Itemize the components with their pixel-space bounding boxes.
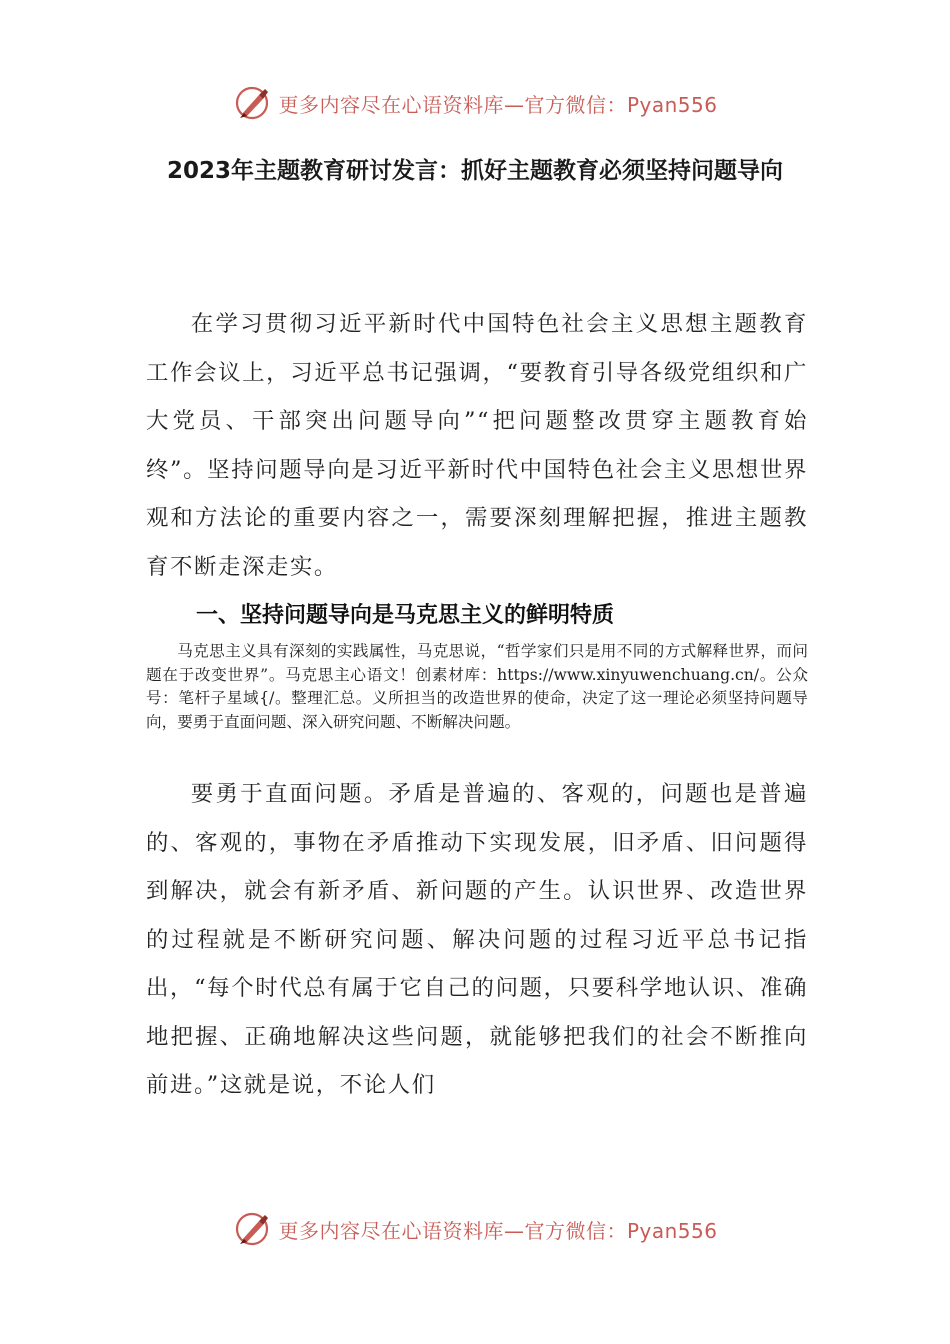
section-heading: 一、坚持问题导向是马克思主义的鲜明特质: [196, 603, 615, 628]
pen-nib-logo-icon: [232, 83, 272, 123]
pen-nib-logo-icon: [232, 1209, 272, 1249]
document-title: 2023年主题教育研讨发言：抓好主题教育必须坚持问题导向: [166, 158, 783, 184]
paragraph-face-problems: 要勇于直面问题。矛盾是普遍的、客观的，问题也是普遍的、客观的，事物在矛盾推动下实现发展，旧矛盾、旧问题得到解决，就会有新矛盾、新问题的产生。认识世界、改造世界的过程就是不断研究问题、解决问题的过程习近平总书记指出，“每个时代总有属于它自己的问题，只要科学地认识、准确地把握、正确地解决这些问题，就能够把我们的社会不断推向前进。”这就是说，不论人们: [146, 781, 808, 1098]
header-watermark: [0, 81, 950, 125]
footer-watermark-text: 更多内容尽在心语资料库—官方微信：Pyan556: [278, 1218, 718, 1243]
paragraph-intro: 在学习贯彻习近平新时代中国特色社会主义思想主题教育工作会议上，习近平总书记强调，“要教育引导各级党组织和广大党员、干部突出问题导向”“把问题整改贯穿主题教育始终”。坚持问题导向是习近平新时代中国特色社会主义思想世界观和方法论的重要内容之一，需要深刻理解把握，推进主题教育不断走深走实。: [146, 311, 808, 580]
footer-watermark: [0, 1207, 950, 1251]
paragraph-marxism: 马克思主义具有深刻的实践属性，马克思说，“哲学家们只是用不同的方式解释世界，而问题在于改变世界”。马克思主心语文！创素材库：https://www.xinyuwenchuang.cn/。公众号：笔杆子星域{/。整理汇总。义所担当的改造世界的使命，决定了这一理论必须坚持问题导向，要勇于直面问题、深入研究问题、不断解决问题。: [146, 642, 808, 731]
header-watermark-text: 更多内容尽在心语资料库—官方微信：Pyan556: [278, 92, 718, 117]
